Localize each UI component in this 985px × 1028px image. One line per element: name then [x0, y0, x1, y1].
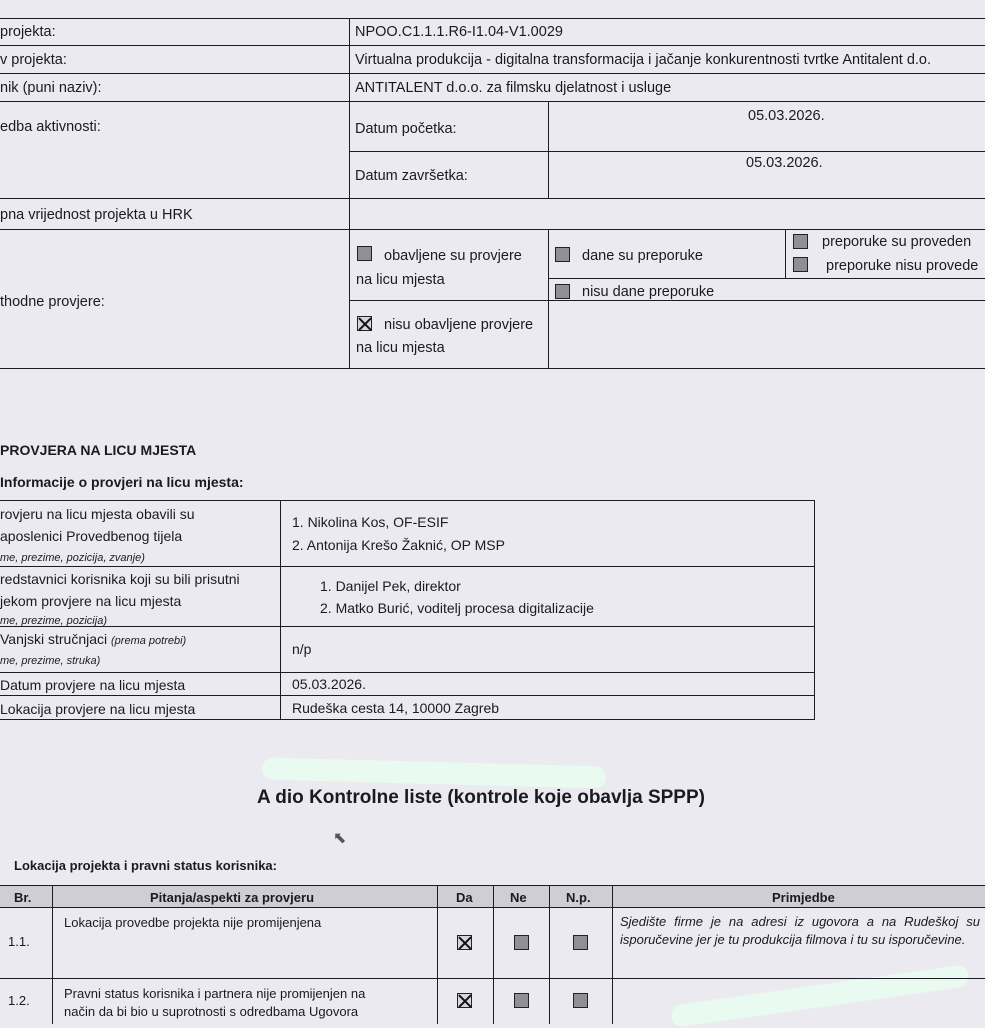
checks-done-label-1: obavljene su provjere — [384, 248, 522, 264]
end-date-label: Datum završetka: — [355, 168, 468, 184]
inspectors-label-2: aposlenici Provedbenog tijela — [0, 528, 183, 544]
representative-2: 2. Matko Burić, voditelj procesa digitalizacije — [320, 600, 594, 616]
check-location-label: Lokacija provjere na licu mjesta — [0, 701, 196, 717]
representatives-note: me, prezime, pozicija) — [0, 615, 107, 627]
highlighter-mark-notes — [670, 964, 970, 1028]
end-date-value: 05.03.2026. — [746, 155, 823, 171]
row-1-2-no-checkbox[interactable] — [514, 993, 529, 1008]
recommendations-not-implemented-label: preporuke nisu provede — [826, 258, 979, 274]
start-date-label: Datum početka: — [355, 121, 457, 137]
experts-note: me, prezime, struka) — [0, 655, 101, 667]
inspector-1: 1. Nikolina Kos, OF-ESIF — [292, 514, 449, 530]
project-name-value: Virtualna produkcija - digitalna transformacija i jačanje konkurentnosti tvrtke Antitalent d.o. — [355, 52, 932, 68]
checks-done-label-2: na licu mjesta — [356, 272, 445, 288]
check-date-value: 05.03.2026. — [292, 676, 366, 692]
checks-not-done-checkbox[interactable] — [357, 316, 372, 331]
row-1-1-notes: Sjedište firme je na adresi iz ugovora a na Rudeškoj su isporučevine jer je tu produkcija filmova i tu su isporučevine. — [620, 914, 980, 947]
representative-1: 1. Danijel Pek, direktor — [320, 578, 461, 594]
header-yes: Da — [456, 890, 473, 905]
row-1-2-question-line-2: način da bi bio u suprotnosti s odredbama Ugovora — [64, 1004, 359, 1019]
checks-not-done-label-1: nisu obavljene provjere — [384, 317, 534, 333]
recommendations-not-given-label: nisu dane preporuke — [582, 284, 715, 300]
cursor-icon: ⬉ — [333, 830, 347, 847]
section-b-subtitle: Informacije o provjeri na licu mjesta: — [0, 474, 244, 490]
row-1-1-na-checkbox[interactable] — [573, 935, 588, 950]
label-previous-checks: thodne provjere: — [0, 294, 105, 310]
representatives-label-2: jekom provjere na licu mjesta — [0, 593, 182, 609]
recommendations-implemented-label: preporuke su proveden — [822, 234, 972, 250]
row-1-1-yes-checkbox[interactable] — [457, 935, 472, 950]
recommendations-not-given-checkbox[interactable] — [555, 284, 570, 299]
label-project-value: pna vrijednost projekta u HRK — [0, 207, 193, 223]
beneficiary-value: ANTITALENT d.o.o. za filmsku djelatnost i usluge — [355, 80, 672, 96]
row-1-1-number: 1.1. — [8, 934, 30, 949]
project-ref-value: NPOO.C1.1.1.R6-I1.04-V1.0029 — [355, 24, 563, 40]
experts-label-text: Vanjski stručnjaci — [0, 631, 108, 647]
row-1-2-number: 1.2. — [8, 993, 30, 1008]
experts-value: n/p — [292, 641, 312, 657]
header-number: Br. — [14, 890, 32, 905]
check-date-label: Datum provjere na licu mjesta — [0, 677, 186, 693]
experts-label-note: (prema potrebi) — [111, 635, 187, 647]
row-1-2-yes-checkbox[interactable] — [457, 993, 472, 1008]
highlighter-mark-title — [262, 758, 606, 789]
row-1-2-question-line-1: Pravni status korisnika i partnera nije promijenjen na — [64, 986, 366, 1001]
row-1-1-question: Lokacija provedbe projekta nije promijenjena — [64, 915, 322, 930]
recommendations-given-checkbox[interactable] — [555, 247, 570, 262]
header-na: N.p. — [566, 890, 591, 905]
checks-done-checkbox[interactable] — [357, 246, 372, 261]
label-beneficiary: nik (puni naziv): — [0, 80, 102, 96]
label-project-name: v projekta: — [0, 52, 67, 68]
section-b-title: PROVJERA NA LICU MJESTA — [0, 442, 197, 458]
label-project-ref: projekta: — [0, 24, 56, 40]
checks-not-done-label-2: na licu mjesta — [356, 340, 445, 356]
inspector-2: 2. Antonija Krešo Žaknić, OP MSP — [292, 537, 505, 553]
section-a-subtitle: Lokacija projekta i pravni status korisnika: — [14, 858, 277, 873]
row-1-1-no-checkbox[interactable] — [514, 935, 529, 950]
recommendations-not-implemented-checkbox[interactable] — [793, 257, 808, 272]
representatives-label-1: redstavnici korisnika koji su bili prisutni — [0, 571, 240, 587]
recommendations-implemented-checkbox[interactable] — [793, 234, 808, 249]
header-notes: Primjedbe — [772, 890, 835, 905]
inspectors-label-1: rovjeru na licu mjesta obavili su — [0, 506, 195, 522]
header-no: Ne — [510, 890, 527, 905]
recommendations-given-label: dane su preporuke — [582, 248, 703, 264]
label-activity-period: edba aktivnosti: — [0, 119, 101, 135]
row-1-2-na-checkbox[interactable] — [573, 993, 588, 1008]
check-location-value: Rudeška cesta 14, 10000 Zagreb — [292, 700, 500, 716]
section-a-title: A dio Kontrolne liste (kontrole koje obavlja SPPP) — [257, 787, 705, 808]
inspectors-note: me, prezime, pozicija, zvanje) — [0, 552, 145, 564]
experts-label — [0, 630, 186, 650]
start-date-value: 05.03.2026. — [748, 108, 825, 124]
header-question: Pitanja/aspekti za provjeru — [150, 890, 315, 905]
